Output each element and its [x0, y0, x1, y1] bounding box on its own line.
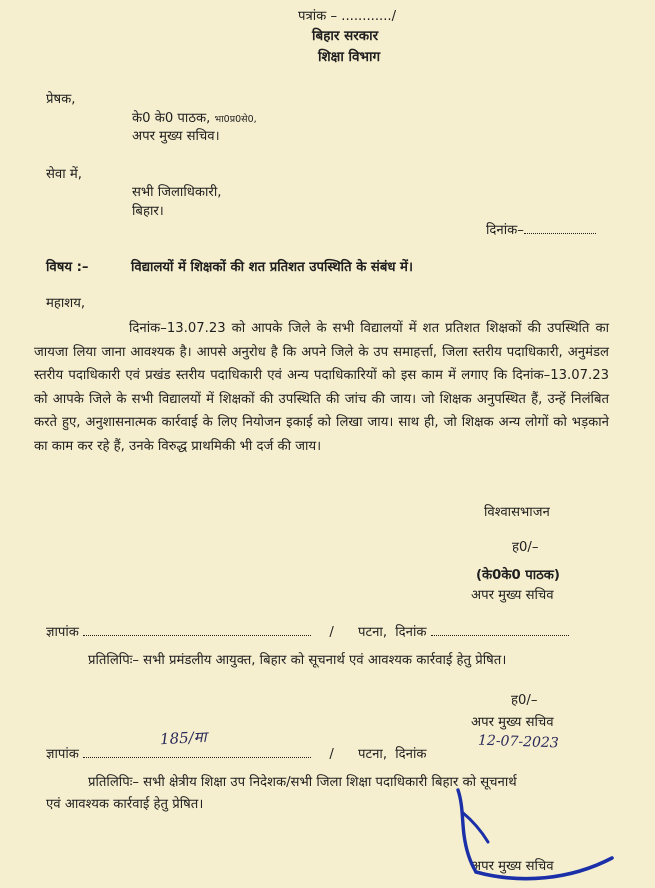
date-blank	[524, 223, 596, 234]
memo2-place: पटना,	[357, 747, 388, 762]
memo1-number-blank	[83, 625, 311, 636]
memo2-slash: /	[329, 747, 334, 762]
sender-designation: अपर मुख्य सचिव।	[132, 129, 220, 144]
memo1-date-label: दिनांक	[395, 625, 427, 640]
memo1-copy: प्रतिलिपिः– सभी प्रमंडलीय आयुक्त, बिहार को सूचनार्थ एवं आवश्यक कार्रवाई हेतु प्रेषित।	[88, 653, 507, 668]
salutation: महाशय,	[46, 296, 86, 311]
date-line	[486, 220, 596, 238]
sender-label: प्रेषक,	[46, 92, 76, 107]
memo1-place: पटना,	[357, 625, 388, 640]
closing-designation: अपर मुख्य सचिव	[471, 588, 554, 603]
org-name: बिहार सरकार	[312, 28, 379, 44]
memo2-handwritten-date: 12-07-2023	[477, 732, 559, 752]
closing-regards: विश्वासभाजन	[484, 505, 550, 520]
closing-name: (के0के0 पाठक)	[476, 568, 560, 583]
subject-text: विद्यालयों में शिक्षकों की शत प्रतिशत उपस्थिति के संबंध में।	[131, 260, 413, 275]
memo2-date-label: दिनांक	[395, 747, 427, 762]
recipient-name: सभी जिलाधिकारी,	[132, 185, 222, 200]
memo2-handwritten-number: 185/मा	[159, 727, 207, 749]
subject-label: विषय :–	[46, 260, 89, 275]
memo1-designation: अपर मुख्य सचिव	[471, 715, 554, 730]
dept-name: शिक्षा विभाग	[318, 49, 381, 65]
sender-name	[132, 108, 257, 126]
recipient-place: बिहार।	[132, 204, 164, 219]
recipient-label: सेवा में,	[46, 167, 82, 182]
sender-service: भा0प्र0से0,	[214, 114, 257, 125]
memo1-line	[46, 622, 569, 640]
memo2-label: ज्ञापांक	[46, 747, 79, 762]
memo1-signed: ह0/–	[511, 693, 538, 708]
memo2-number-blank	[83, 747, 311, 758]
ref-number: पत्रांक – ............/	[298, 9, 397, 24]
closing-signed: ह0/–	[512, 540, 539, 555]
memo2-copy-line1: प्रतिलिपिः– सभी क्षेत्रीय शिक्षा उप निदेशक/सभी जिला शिक्षा पदाधिकारी बिहार को सूचनार्थ	[88, 775, 517, 790]
memo2-copy-line2: एवं आवश्यक कार्रवाई हेतु प्रेषित।	[46, 797, 204, 812]
signature-path-2	[462, 812, 488, 842]
memo1-date-blank	[431, 625, 569, 636]
date-label: दिनांक–	[486, 223, 524, 238]
memo2-line	[46, 744, 427, 762]
memo1-slash: /	[329, 625, 334, 640]
memo2-designation: अपर मुख्य सचिव	[471, 859, 554, 874]
body-text: दिनांक–13.07.23 को आपके जिले के सभी विद्यालयों में शत प्रतिशत शिक्षकों की उपस्थिति का जायजा लिया जाना आवश्यक है। आपसे अनुरोध है कि अपने जिले के उप समाहर्त्ता, जिला स्तरीय पदाधिकारी, अनुमंडल स्तरीय पदाधिकारी एवं प्रखंड स्तरीय पदाधिकारी एवं अन्य पदाधिकारियों को इस काम में लगाए कि दिनांक–13.07.23 को आपके जिले के सभी विद्यालयों में शिक्षकों की उपस्थिति की जांच की जाय। जो शिक्षक अनुपस्थित हैं, उन्हें निलंबित करते हुए, अनुशासनात्मक कार्रवाई के लिए नियोजन इकाई को लिखा जाय। साथ ही, जो शिक्षक अन्य लोगों को भड़काने का काम कर रहे हैं, उनके विरुद्ध प्राथमिकी भी दर्ज की जाय।	[34, 321, 609, 454]
sender-name-text: के0 के0 पाठक,	[132, 111, 211, 126]
memo1-label: ज्ञापांक	[46, 625, 79, 640]
body-paragraph	[34, 317, 609, 458]
